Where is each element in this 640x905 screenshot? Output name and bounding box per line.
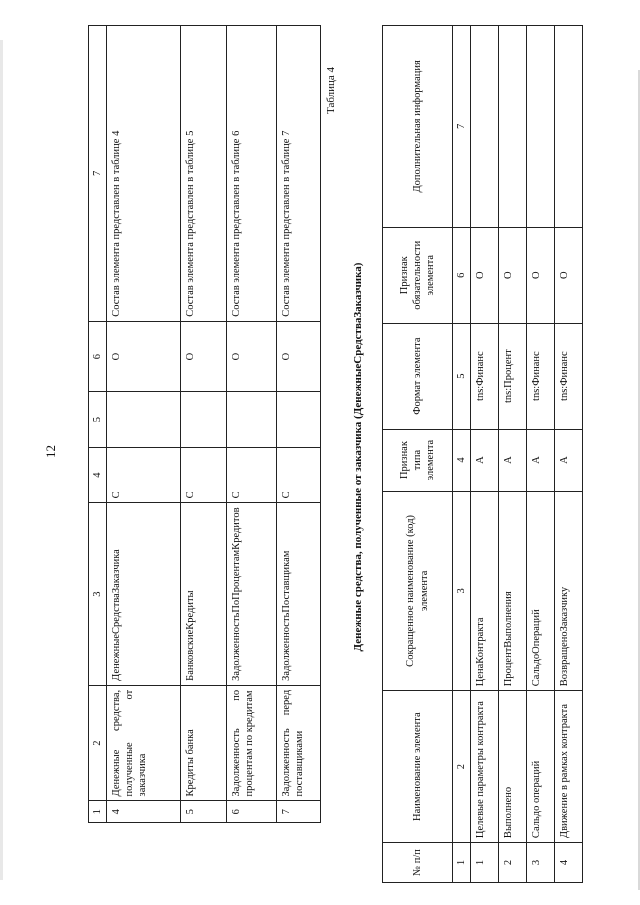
col-number: 2 (89, 685, 107, 801)
element-info: Состав элемента представлен в таблице 7 (277, 26, 321, 322)
element-format: tns:Финанс (555, 323, 583, 429)
element-info: Состав элемента представлен в таблице 4 (107, 26, 181, 322)
table-row (471, 26, 499, 883)
element-info (555, 26, 583, 228)
column-header: Дополнительная информация (383, 26, 453, 228)
column-header: Наименование элемента (383, 691, 453, 843)
element-info (527, 26, 555, 228)
element-required: О (555, 227, 583, 323)
element-required: О (107, 321, 181, 392)
row-number: 7 (277, 801, 321, 823)
element-required: О (471, 227, 499, 323)
element-type: С (277, 447, 321, 503)
element-name: Задолженность по процентам по кредитам (227, 685, 277, 801)
element-name: Задолженность перед поставщиками (277, 685, 321, 801)
element-info (471, 26, 499, 228)
col-number: 5 (453, 323, 471, 429)
row-number: 6 (227, 801, 277, 823)
table-label: Таблица 4 (325, 66, 337, 114)
column-header: Признак типа элемента (383, 429, 453, 491)
continued-table (88, 25, 321, 823)
element-code: ДенежныеСредстваЗаказчика (107, 503, 181, 685)
element-format: tns:Финанс (471, 323, 499, 429)
header-row (383, 26, 453, 883)
row-number: 3 (527, 843, 555, 883)
row-number: 4 (555, 843, 583, 883)
table-row (277, 26, 321, 823)
col-number: 7 (89, 26, 107, 322)
col-number: 4 (453, 429, 471, 491)
element-type: А (471, 429, 499, 491)
table-caption: Денежные средства, полученные от заказчика (ДенежныеСредстваЗаказчика) (352, 262, 364, 652)
element-info: Состав элемента представлен в таблице 5 (181, 26, 227, 322)
element-type: С (227, 447, 277, 503)
element-code: ЗадолженностьПоПроцентамКредитов (227, 503, 277, 685)
row-number: 2 (499, 843, 527, 883)
col-number: 1 (453, 843, 471, 883)
column-number-row (453, 26, 471, 883)
table-row (107, 26, 181, 823)
element-required: О (277, 321, 321, 392)
table-row (499, 26, 527, 883)
element-required: О (527, 227, 555, 323)
element-name: Выполнено (499, 691, 527, 843)
col-number: 7 (453, 26, 471, 228)
col-number: 1 (89, 801, 107, 823)
element-type: С (181, 447, 227, 503)
element-format (227, 392, 277, 447)
element-format: tns:Финанс (527, 323, 555, 429)
column-header: Сокращенное наименование (код) элемента (383, 491, 453, 691)
table-row (181, 26, 227, 823)
element-code: ПроцентВыполнения (499, 491, 527, 691)
col-number: 4 (89, 447, 107, 503)
col-number: 6 (453, 227, 471, 323)
element-code: ЦенаКонтракта (471, 491, 499, 691)
row-number: 1 (471, 843, 499, 883)
column-number-row (89, 26, 107, 823)
element-code: БанковскиеКредиты (181, 503, 227, 685)
element-type: А (555, 429, 583, 491)
element-name: Сальдо операций (527, 691, 555, 843)
element-code: ВозвращеноЗаказчику (555, 491, 583, 691)
table-row (555, 26, 583, 883)
element-format (107, 392, 181, 447)
element-format (181, 392, 227, 447)
element-name: Денежные средства, полученные от заказчика (107, 685, 181, 801)
element-name: Кредиты банка (181, 685, 227, 801)
element-code: ЗадолженностьПоставщикам (277, 503, 321, 685)
element-info (499, 26, 527, 228)
col-number: 6 (89, 321, 107, 392)
page-number: 12 (43, 445, 58, 458)
column-header: № п/п (383, 843, 453, 883)
column-header: Формат элемента (383, 323, 453, 429)
table-row (227, 26, 277, 823)
column-header: Признак обязательности элемента (383, 227, 453, 323)
element-required: О (227, 321, 277, 392)
col-number: 3 (453, 491, 471, 691)
row-number: 4 (107, 801, 181, 823)
element-format (277, 392, 321, 447)
col-number: 3 (89, 503, 107, 685)
element-code: СальдоОпераций (527, 491, 555, 691)
element-info: Состав элемента представлен в таблице 6 (227, 26, 277, 322)
element-name: Движение в рамках контракта (555, 691, 583, 843)
row-number: 5 (181, 801, 227, 823)
element-name: Целевые параметры контракта (471, 691, 499, 843)
col-number: 2 (453, 691, 471, 843)
element-type: А (499, 429, 527, 491)
col-number: 5 (89, 392, 107, 447)
element-format: tns:Процент (499, 323, 527, 429)
table-row (527, 26, 555, 883)
table-4 (382, 25, 583, 883)
element-required: О (181, 321, 227, 392)
element-type: С (107, 447, 181, 503)
element-type: А (527, 429, 555, 491)
element-required: О (499, 227, 527, 323)
